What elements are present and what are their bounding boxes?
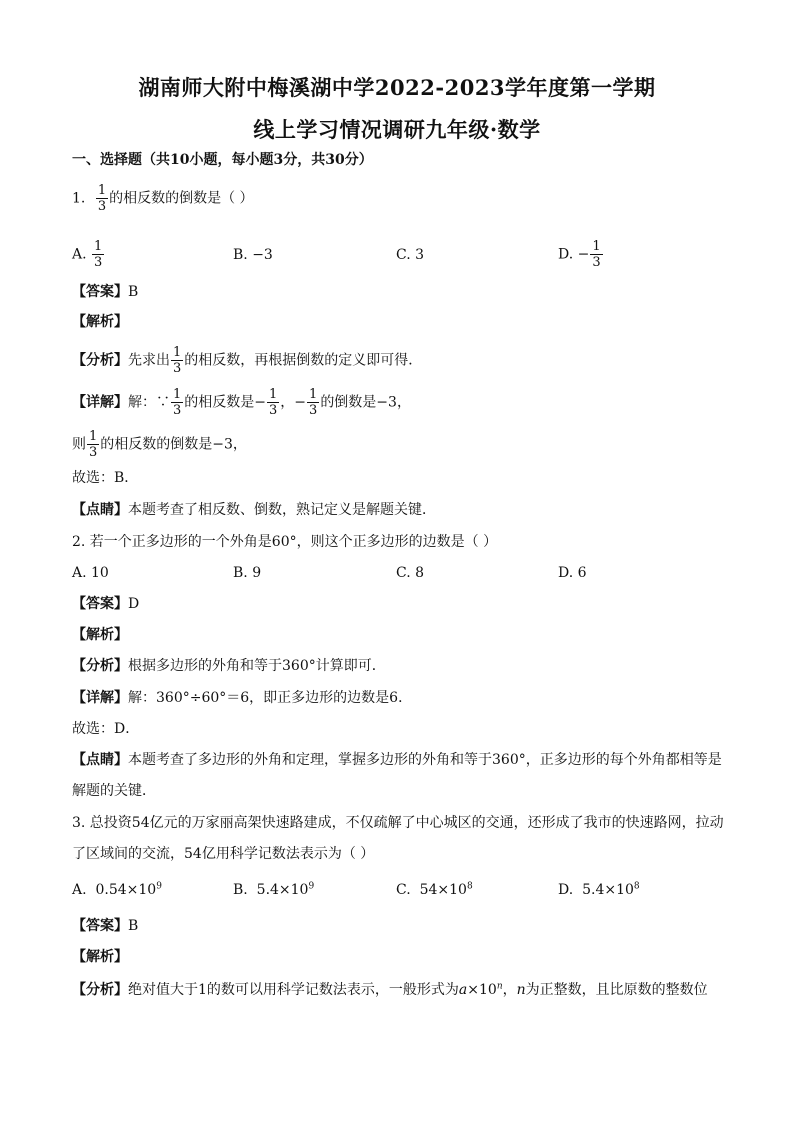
q2-option-c: C. 8 (396, 565, 425, 581)
q2-option-d: D. 6 (558, 565, 587, 581)
document-subtitle: 线上学习情况调研九年级·数学 (253, 117, 541, 142)
q2-option-b: B. 9 (233, 565, 262, 581)
q1-option-b: B. −3 (233, 247, 273, 263)
document-title: 湖南师大附中梅溪湖中学2022-2023学年度第一学期 (138, 75, 656, 100)
q1-fenxi: 【分析】先求出 $\frac{1}{3}$ 的相反数，再根据倒数的定义即可得． (72, 345, 423, 376)
q2-dianjing: 【点睛】本题考查了多边形的外角和定理，掌握多边形的外角和等于360°，正多边形的每个外角都相等是 (72, 752, 722, 768)
q2-dianjing-cont: 解题的关键． (72, 783, 156, 799)
q1-xiangjie: 【详解】解：∵ $\frac{1}{3}$ 的相反数是− $\frac{1}{3}$ ，− $\frac{1}{3}$ 的倒数是−3， (72, 387, 411, 418)
q3-option-c: C. $54\times 10^8$ (396, 881, 473, 898)
fraction: $\frac{1}{3}$ (269, 387, 278, 418)
q1-option-a: A. $\frac{1}{3}$ (72, 239, 103, 270)
q2-fenxi: 【分析】根据多边形的外角和等于360°计算即可． (72, 658, 386, 674)
q3-fenxi: 【分析】绝对值大于1的数可以用科学记数法表示，一般形式为$a\times 10^n$，n为正整数，且比原数的整数位 (72, 981, 708, 998)
q1-option-c: C. 3 (396, 247, 425, 263)
fraction: $\frac{1}{3}$ (94, 239, 103, 270)
q2-guxuan: 故选：D． (72, 721, 140, 737)
fraction: $\frac{1}{3}$ (97, 183, 107, 214)
q1-analysis-tag: 【解析】 (72, 314, 128, 330)
q2-answer: 【答案】D (72, 596, 140, 612)
q3-option-d: D. $5.4\times 10^8$ (558, 881, 640, 898)
q3-option-a: A. $0.54\times 10^9$ (72, 881, 162, 898)
q3-analysis-tag: 【解析】 (72, 949, 128, 965)
fraction: $\frac{1}{3}$ (173, 387, 182, 418)
fraction: $\frac{1}{3}$ (592, 239, 601, 270)
q3-stem: 3. 总投资54亿元的万家丽高架快速路建成，不仅疏解了中心城区的交通，还形成了我市的快速路网，拉动 (72, 815, 724, 831)
fraction: $\frac{1}{3}$ (89, 429, 98, 460)
q2-option-a: A. 10 (72, 565, 109, 581)
fraction: $\frac{1}{3}$ (309, 387, 318, 418)
section-heading: 一、选择题（共10小题，每小题3分，共30分） (72, 152, 373, 168)
fraction: $\frac{1}{3}$ (173, 345, 182, 376)
q2-xiangjie: 【详解】解：360°÷60°＝6，即正多边形的边数是6． (72, 690, 413, 706)
q3-stem-cont: 了区域间的交流，54亿用科学记数法表示为（ ） (72, 846, 375, 862)
q1-ze: 则 $\frac{1}{3}$ 的相反数的倒数是−3， (72, 429, 247, 460)
q3-answer: 【答案】B (72, 918, 139, 934)
q1-dianjing: 【点睛】本题考查了相反数、倒数，熟记定义是解题关键． (72, 502, 436, 518)
q2-stem: 2. 若一个正多边形的一个外角是60°，则这个正多边形的边数是（ ） (72, 534, 498, 550)
q2-analysis-tag: 【解析】 (72, 627, 128, 643)
q1-guxuan: 故选：B． (72, 470, 139, 486)
q1-answer: 【答案】B (72, 284, 139, 300)
q1-option-d: D. − $\frac{1}{3}$ (558, 239, 601, 270)
q3-option-b: B. $5.4\times 10^9$ (233, 881, 315, 898)
q1-stem: 1. $\frac{1}{3}$ 的相反数的倒数是（ ） (72, 183, 254, 214)
